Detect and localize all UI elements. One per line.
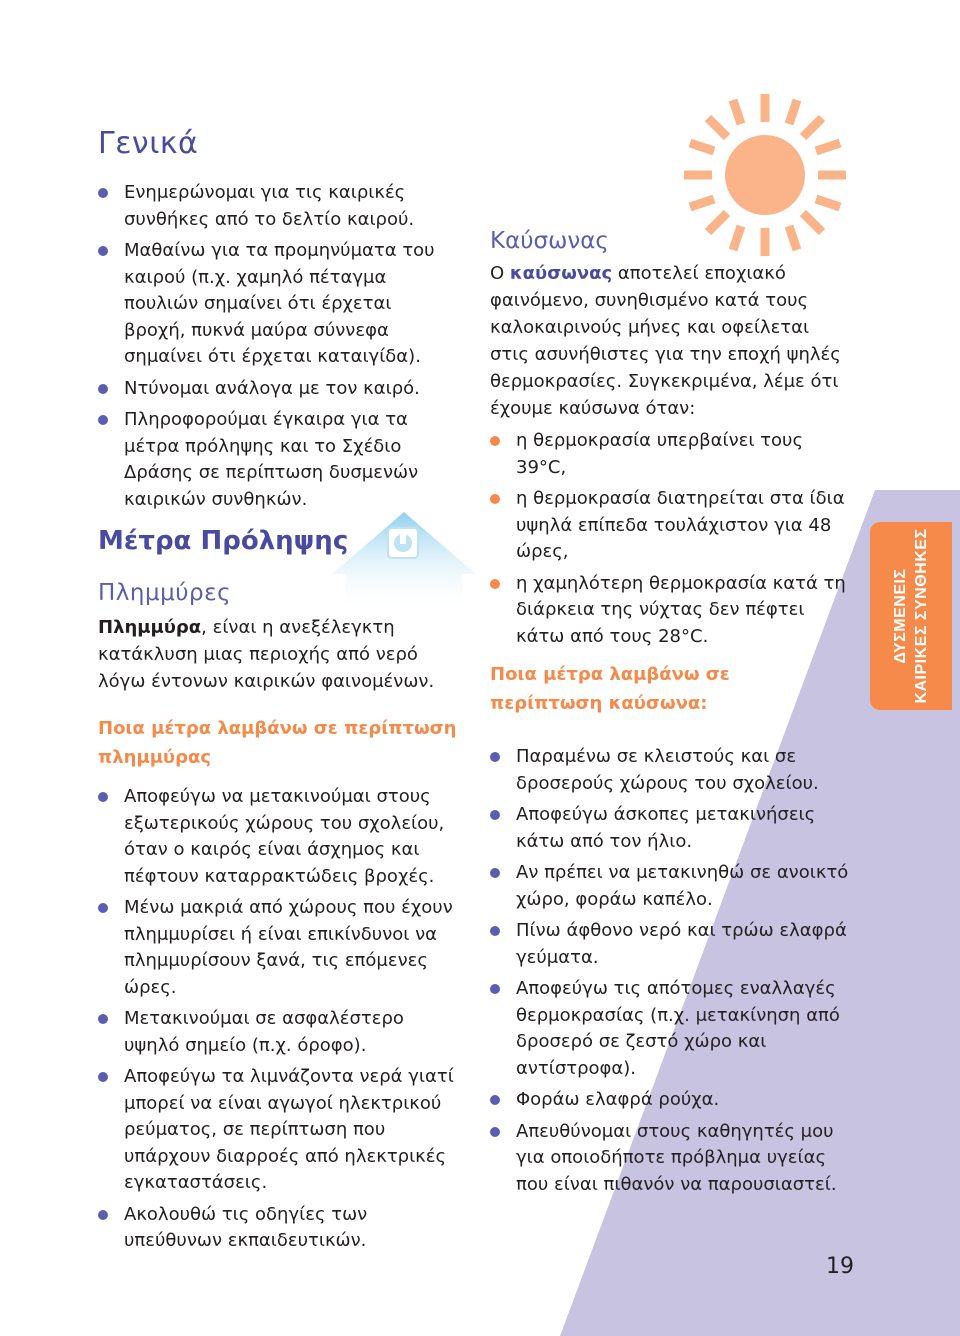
list-item: Μαθαίνω για τα προμηνύματα του καιρού (π.χ. χαμηλό πέταγμα πουλιών σημαίνει ότι έρχεται βροχή, πυκνά μαύρα σύννεφα σημαίνει ότι έρχεται καταιγίδα).	[98, 238, 458, 371]
flood-definition-text: , είναι η ανεξέλεγκτη κατάκλυση μιας περιοχής από νερό λόγω έντονων καιρικών φαινομένων.	[98, 617, 435, 692]
list-item: Αποφεύγω άσκοπες μετακινήσεις κάτω από τον ήλιο.	[490, 802, 856, 855]
page-number: 19	[826, 1254, 854, 1279]
list-item: Αποφεύγω τα λιμνάζοντα νερά γιατί μπορεί να είναι αγωγοί ηλεκτρικού ρεύματος, σε περίπτωση που υπάρχουν διαρροές από ηλεκτρικές εγκαταστάσεις.	[98, 1064, 462, 1197]
flood-house-icon	[322, 504, 486, 614]
flood-definition	[98, 614, 458, 695]
bullet-dot	[490, 436, 500, 446]
list-item: η θερμοκρασία διατηρείται στα ίδια υψηλά επίπεδα τουλάχιστον για 48 ώρες,	[490, 486, 854, 566]
sun-icon	[680, 90, 850, 260]
bullet-dot	[490, 868, 500, 878]
bullet-dot	[490, 1127, 500, 1137]
chapter-side-tab-label: ΔΥΣΜΕΝΕΙΣ ΚΑΙΡΙΚΕΣ ΣΥΝΘΗΚΕΣ	[892, 528, 930, 704]
list-item: η χαμηλότερη θερμοκρασία κατά τη διάρκεια της νύχτας δεν πέφτει κάτω από τους 28°C.	[490, 571, 854, 651]
bullet-dot	[98, 792, 108, 802]
prevention-title: Μέτρα Πρόληψης	[98, 526, 349, 556]
list-item: Ενημερώνομαι για τις καιρικές συνθήκες από το δελτίο καιρού.	[98, 180, 458, 233]
bullet-dot	[490, 810, 500, 820]
bullet-dot	[98, 1072, 108, 1082]
bullet-dot	[490, 494, 500, 504]
bullet-dot	[98, 1210, 108, 1220]
bullet-dot	[490, 752, 500, 762]
list-item: Παραμένω σε κλειστούς και σε δροσερούς χώρους του σχολείου.	[490, 744, 856, 797]
heatwave-term: καύσωνας	[509, 263, 613, 284]
heatwave-measures-list	[490, 744, 856, 1203]
list-item: Πίνω άφθονο νερό και τρώω ελαφρά γεύματα.	[490, 918, 856, 971]
flood-measures-title: Ποια μέτρα λαμβάνω σε περίπτωση πλημμύρας	[98, 718, 457, 768]
bullet-dot	[98, 246, 108, 256]
list-item: Μετακινούμαι σε ασφαλέστερο υψηλό σημείο (π.χ. όροφο).	[98, 1006, 462, 1059]
list-item: η θερμοκρασία υπερβαίνει τους 39°C,	[490, 428, 854, 481]
flood-measures-list	[98, 784, 462, 1260]
list-item: Απευθύνομαι στους καθηγητές μου για οποιοδήποτε πρόβλημα υγείας που είναι πιθανόν να παρουσιαστεί.	[490, 1119, 856, 1199]
heatwave-title: Καύσωνας	[490, 228, 609, 254]
heatwave-conditions-list	[490, 428, 854, 655]
floods-title: Πλημμύρες	[98, 580, 232, 606]
heatwave-intro: Ο καύσωνας αποτελεί εποχιακό φαινόμενο, συνηθισμένο κατά τους καλοκαιρινούς μήνες και οφείλεται στις ασυνήθιστες για την εποχή ψηλές θερμοκρασίες. Συγκεκριμένα, λέμε ότι έχουμε καύσωνα όταν:	[490, 263, 841, 419]
bullet-dot	[98, 415, 108, 425]
bullet-dot	[490, 926, 500, 936]
bullet-dot	[98, 903, 108, 913]
bullet-dot	[490, 579, 500, 589]
list-item: Ακολουθώ τις οδηγίες των υπεύθυνων εκπαιδευτικών.	[98, 1202, 462, 1255]
list-item: Αν πρέπει να μετακινηθώ σε ανοικτό χώρο, φοράω καπέλο.	[490, 860, 856, 913]
general-title: Γενικά	[98, 126, 199, 161]
general-bullet-list	[98, 180, 458, 518]
flood-definition-term: Πλημμύρα	[98, 617, 202, 638]
list-item: Αποφεύγω τις απότομες εναλλαγές θερμοκρασίας (π.χ. μετακίνηση από δροσερό σε ζεστό χώρο και αντίστροφα).	[490, 976, 856, 1082]
heatwave-measures-title: Ποια μέτρα λαμβάνω σε περίπτωση καύσωνα:	[490, 664, 730, 714]
list-item: Φοράω ελαφρά ρούχα.	[490, 1087, 856, 1114]
list-item: Μένω μακριά από χώρους που έχουν πλημμυρίσει ή είναι επικίνδυνοι να πλημμυρίσουν ξανά, τις επόμενες ώρες.	[98, 895, 462, 1001]
bullet-dot	[490, 984, 500, 994]
chapter-side-tab	[870, 522, 952, 710]
bullet-dot	[98, 384, 108, 394]
list-item: Ντύνομαι ανάλογα με τον καιρό.	[98, 376, 458, 403]
list-item: Πληροφορούμαι έγκαιρα για τα μέτρα πρόληψης και το Σχέδιο Δράσης σε περίπτωση δυσμενών καιρικών συνθηκών.	[98, 407, 458, 513]
bullet-dot	[98, 188, 108, 198]
bullet-dot	[98, 1014, 108, 1024]
bullet-dot	[490, 1095, 500, 1105]
list-item: Αποφεύγω να μετακινούμαι στους εξωτερικούς χώρους του σχολείου, όταν ο καιρός είναι άσχημος και πέφτουν καταρρακτώδεις βροχές.	[98, 784, 462, 890]
